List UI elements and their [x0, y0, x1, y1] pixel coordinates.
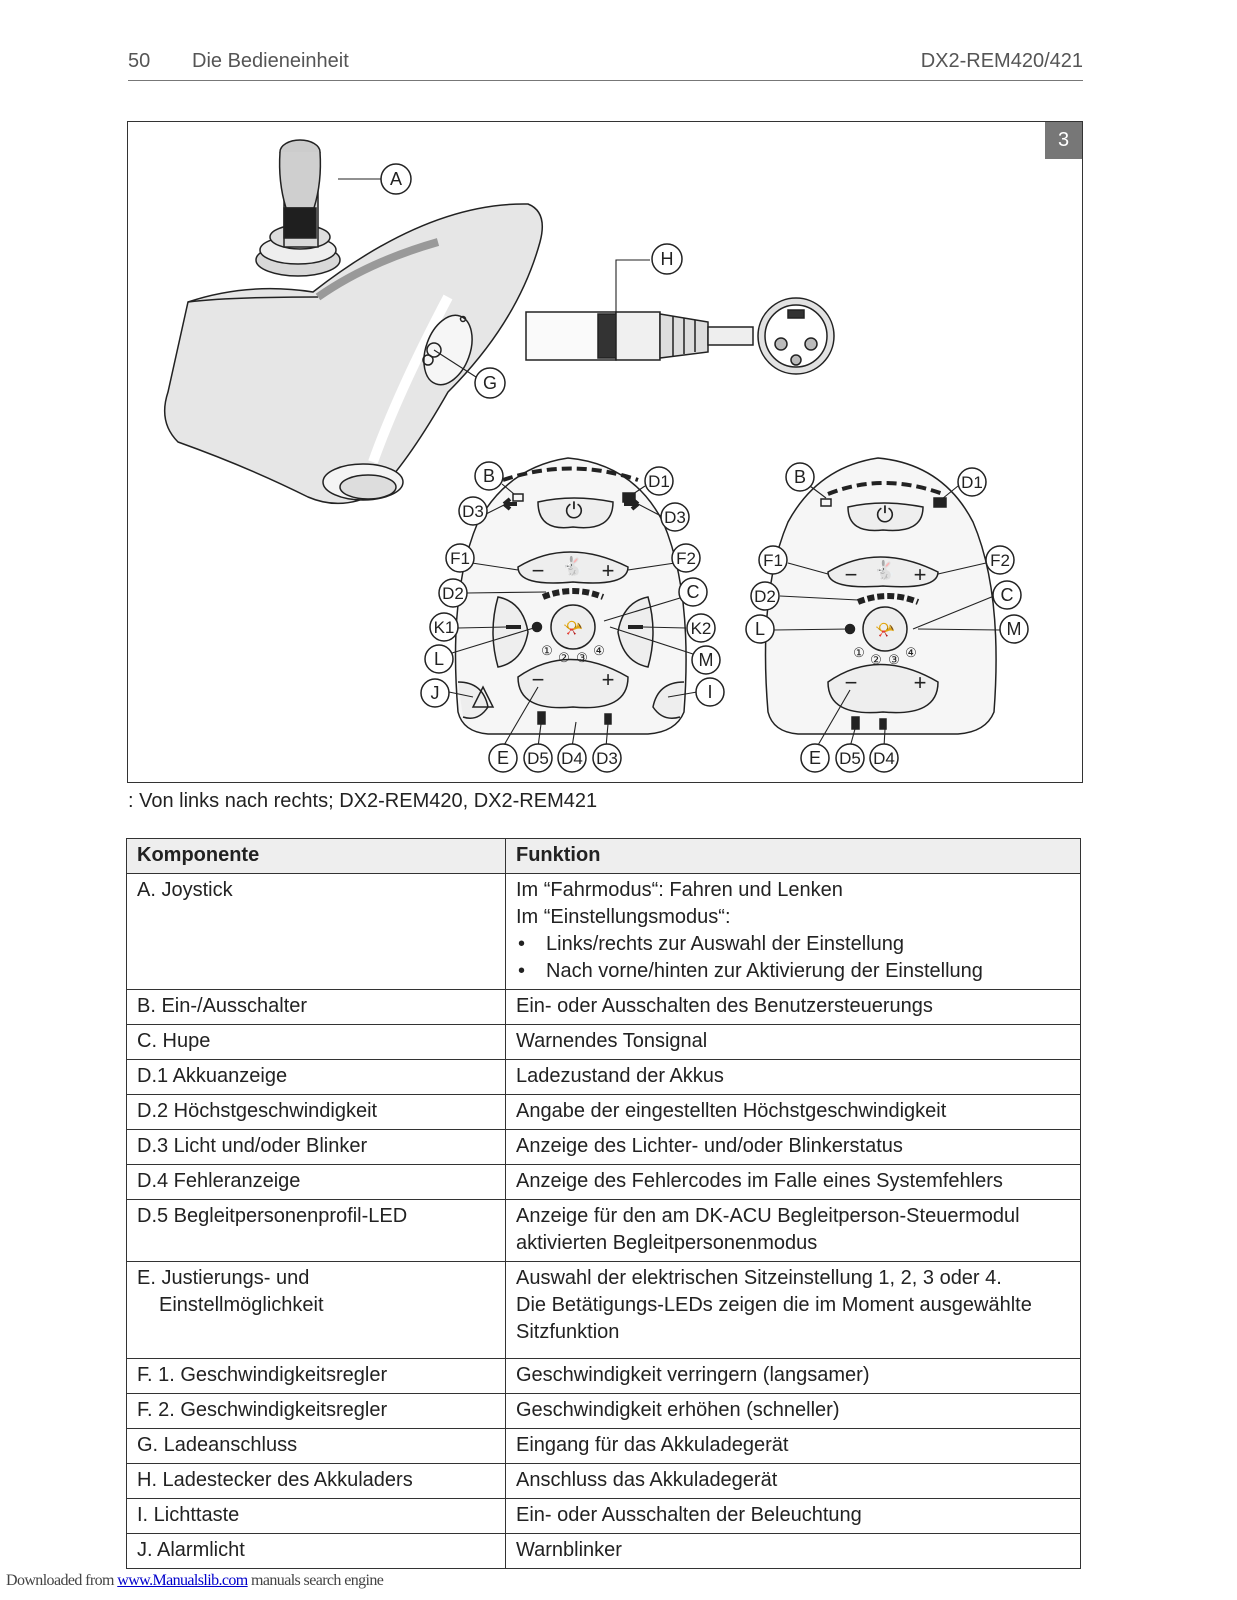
callout-d4: [558, 744, 586, 772]
svg-text:H: H: [660, 249, 674, 269]
callout-d5: [836, 744, 864, 772]
svg-text:D2: D2: [442, 584, 464, 603]
callout-c: [993, 581, 1021, 609]
cell-component: F. 1. Geschwindigkeitsregler: [127, 1359, 506, 1394]
svg-text:G: G: [482, 373, 498, 393]
charger-plug-drawing: [526, 298, 834, 374]
svg-text:D4: D4: [873, 749, 895, 768]
power-icon: ⏻: [565, 498, 583, 523]
callout-j: [421, 679, 449, 707]
table-row: [127, 1464, 1081, 1499]
cell-function: Ein- oder Ausschalten der Beleuchtung: [506, 1499, 1081, 1534]
svg-text:M: M: [1006, 619, 1022, 639]
table-row: [127, 1262, 1081, 1359]
joystick-body-drawing: [165, 140, 543, 503]
callout-d4: [870, 744, 898, 772]
callout-d1: [958, 468, 986, 496]
minus-icon: −: [531, 667, 545, 692]
cell-function: Anschluss das Akkuladegerät: [506, 1464, 1081, 1499]
callout-h: [652, 244, 682, 274]
rabbit-icon: 🐇: [561, 556, 585, 576]
svg-text:L: L: [433, 649, 445, 669]
horn-icon: 📯: [875, 622, 895, 639]
plus-icon: +: [601, 558, 615, 583]
plus-icon: +: [913, 562, 927, 587]
svg-text:D1: D1: [648, 472, 670, 491]
svg-text:D3: D3: [462, 502, 484, 521]
cell-component: I. Lichttaste: [127, 1499, 506, 1534]
table-row: [127, 1429, 1081, 1464]
cell-component: D.2 Höchstgeschwindigkeit: [127, 1095, 506, 1130]
figure-number: 3: [1045, 122, 1082, 159]
callout-c: [679, 578, 707, 606]
table-row: [127, 1499, 1081, 1534]
svg-text:B: B: [793, 467, 807, 487]
cell-component: A. Joystick: [127, 874, 506, 990]
callout-m: [692, 646, 720, 674]
svg-text:D4: D4: [561, 749, 583, 768]
cell-component: G. Ladeanschluss: [127, 1429, 506, 1464]
cell-component: F. 2. Geschwindigkeitsregler: [127, 1394, 506, 1429]
cell-function: Geschwindigkeit verringern (langsamer): [506, 1359, 1081, 1394]
cell-component: D.3 Licht und/oder Blinker: [127, 1130, 506, 1165]
callout-m: [1000, 615, 1028, 643]
cell-function: Auswahl der elektrischen Sitzeinstellung 1, 2, 3 oder 4. Die Betätigungs-LEDs zeigen die im Moment ausgewählte Sitzfunktion: [506, 1262, 1081, 1359]
svg-text:D3: D3: [664, 508, 686, 527]
cell-function: Warnendes Tonsignal: [506, 1025, 1081, 1060]
seat-number-4: ④: [593, 643, 605, 658]
callout-f2: [986, 546, 1014, 574]
callout-a: [381, 164, 411, 194]
callout-b: [786, 463, 814, 491]
svg-text:C: C: [1000, 585, 1014, 605]
cell-component: B. Ein-/Ausschalter: [127, 990, 506, 1025]
callout-k1: [430, 613, 458, 641]
callout-g: [475, 368, 505, 398]
minus-icon: −: [844, 562, 858, 587]
svg-text:J: J: [430, 683, 440, 703]
callout-d3: [459, 497, 487, 525]
svg-text:C: C: [686, 582, 700, 602]
svg-text:E: E: [496, 748, 510, 768]
table-row: [127, 1165, 1081, 1200]
cell-function: Eingang für das Akkuladegerät: [506, 1429, 1081, 1464]
svg-text:A: A: [389, 169, 403, 189]
svg-text:F2: F2: [990, 551, 1010, 570]
callout-l: [425, 645, 453, 673]
table-row: [127, 1534, 1081, 1569]
minus-icon: −: [531, 558, 545, 583]
callout-d1: [645, 467, 673, 495]
svg-text:K2: K2: [690, 619, 712, 638]
svg-text:M: M: [698, 650, 714, 670]
panel-rem421-drawing: [766, 458, 997, 734]
plus-icon: +: [601, 667, 615, 692]
callout-d3: [593, 744, 621, 772]
seat-number-4: ④: [905, 645, 917, 660]
callout-l: [746, 615, 774, 643]
seat-number-3: ③: [576, 650, 588, 665]
horn-icon: 📯: [563, 620, 583, 637]
svg-text:D5: D5: [527, 749, 549, 768]
minus-icon: −: [844, 670, 858, 695]
callout-i: [696, 678, 724, 706]
callout-f1: [759, 546, 787, 574]
svg-text:F1: F1: [763, 551, 783, 570]
component-table: [126, 838, 1081, 1569]
callout-e: [801, 744, 829, 772]
page-number: 50: [128, 50, 151, 72]
callout-e: [489, 744, 517, 772]
figure-frame: [127, 121, 1083, 783]
svg-text:E: E: [808, 748, 822, 768]
svg-text:L: L: [754, 619, 766, 639]
control-unit-illustration: [128, 122, 1082, 782]
svg-text:F2: F2: [676, 549, 696, 568]
svg-text:D5: D5: [839, 749, 861, 768]
callout-d3: [661, 503, 689, 531]
cell-function: Ladezustand der Akkus: [506, 1060, 1081, 1095]
cell-function: Angabe der eingestellten Höchstgeschwindigkeit: [506, 1095, 1081, 1130]
table-row: [127, 1359, 1081, 1394]
svg-text:D3: D3: [596, 749, 618, 768]
svg-text:F1: F1: [450, 549, 470, 568]
cell-component: D.4 Fehleranzeige: [127, 1165, 506, 1200]
callout-f2: [672, 544, 700, 572]
cell-component: D.5 Begleitpersonenprofil-LED: [127, 1200, 506, 1262]
cell-function: Ein- oder Ausschalten des Benutzersteuerungs: [506, 990, 1081, 1025]
cell-component: E. Justierungs- und Einstellmöglichkeit: [127, 1262, 506, 1359]
cell-component: C. Hupe: [127, 1025, 506, 1060]
figure-caption: : Von links nach rechts; DX2-REM420, DX2-REM421: [128, 790, 598, 812]
callout-d2: [751, 582, 779, 610]
table-row: [127, 1200, 1081, 1262]
callout-d2: [439, 579, 467, 607]
svg-text:B: B: [482, 466, 496, 486]
cell-function: Geschwindigkeit erhöhen (schneller): [506, 1394, 1081, 1429]
svg-text:D2: D2: [754, 587, 776, 606]
cell-function: Im “Fahrmodus“: Fahren und Lenken Im “Einstellungsmodus“: • Links/rechts zur Auswahl der Einstellung • Nach vorne/hinten zur Aktivierung der Einstellung: [506, 874, 1081, 990]
svg-text:D1: D1: [961, 473, 983, 492]
cell-component: H. Ladestecker des Akkuladers: [127, 1464, 506, 1499]
cell-component: J. Alarmlicht: [127, 1534, 506, 1569]
svg-text:I: I: [707, 682, 713, 702]
seat-number-2: ②: [558, 650, 570, 665]
download-footer: Downloaded from www.Manualslib.com manuals search engine: [6, 1572, 384, 1589]
table-row: [127, 1130, 1081, 1165]
cell-function: Anzeige für den am DK-ACU Begleitperson-Steuermodul aktivierten Begleitpersonenmodus: [506, 1200, 1081, 1262]
callout-b: [475, 462, 503, 490]
seat-number-1: ①: [541, 643, 553, 658]
table-row: [127, 1060, 1081, 1095]
manualslib-link[interactable]: www.Manualslib.com: [117, 1572, 248, 1589]
cell-function: Anzeige des Fehlercodes im Falle eines Systemfehlers: [506, 1165, 1081, 1200]
cell-function: Anzeige des Lichter- und/oder Blinkerstatus: [506, 1130, 1081, 1165]
table-row: [127, 874, 1081, 990]
seat-number-2: ②: [870, 652, 882, 667]
bullet-item: • Nach vorne/hinten zur Aktivierung der Einstellung: [516, 958, 1070, 985]
svg-text:K1: K1: [433, 618, 455, 637]
plus-icon: +: [913, 670, 927, 695]
table-row: [127, 1025, 1081, 1060]
page-header: [128, 48, 1083, 81]
model-name: DX2-REM420/421: [920, 50, 1083, 72]
callout-f1: [446, 544, 474, 572]
header-komponente: Komponente: [127, 839, 506, 874]
table-header-row: [127, 839, 1081, 874]
header-funktion: Funktion: [506, 839, 1081, 874]
seat-number-1: ①: [853, 645, 865, 660]
cell-function: Warnblinker: [506, 1534, 1081, 1569]
table-row: [127, 1394, 1081, 1429]
bullet-item: • Links/rechts zur Auswahl der Einstellung: [516, 931, 1070, 958]
callout-k2: [687, 614, 715, 642]
cell-component: D.1 Akkuanzeige: [127, 1060, 506, 1095]
callout-d5: [524, 744, 552, 772]
power-icon: ⏻: [876, 502, 894, 527]
table-row: [127, 990, 1081, 1025]
section-title: Die Bedieneinheit: [192, 50, 349, 72]
rabbit-icon: 🐇: [873, 560, 897, 580]
seat-number-3: ③: [888, 652, 900, 667]
table-row: [127, 1095, 1081, 1130]
